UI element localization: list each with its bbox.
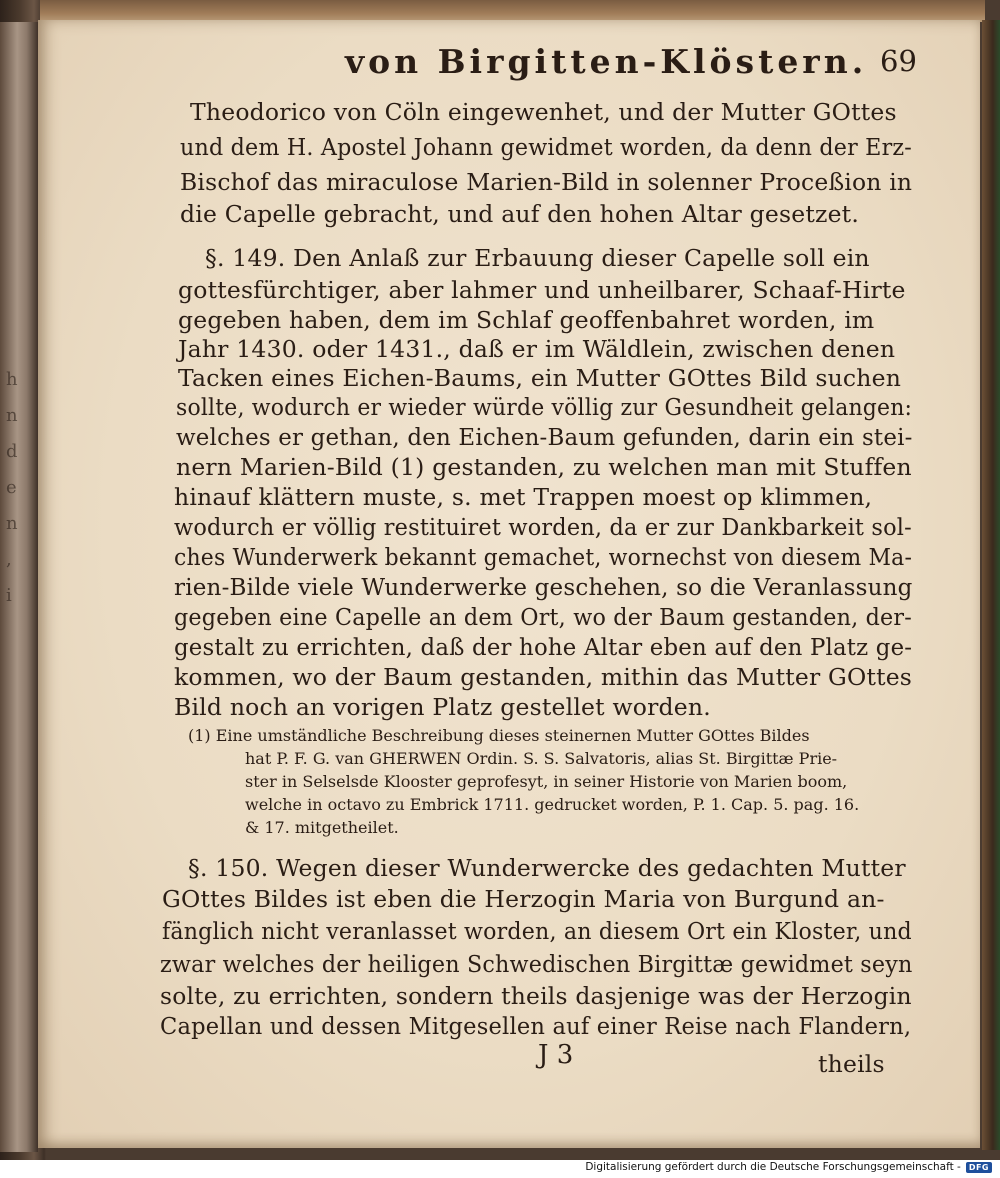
funding-text: Digitalisierung gefördert durch die Deutsche Forschungsgemeinschaft - — [585, 1161, 961, 1173]
footnote-line: & 17. mitgetheilet. — [245, 818, 399, 837]
book-right-edge — [982, 20, 1000, 1150]
running-title: von Birgitten-Klöstern. — [345, 42, 868, 81]
paragraph-149-line: Tacken eines Eichen-Baums, ein Mutter GOttes Bild suchen — [178, 364, 902, 392]
edge-letters: h n d e n , i — [6, 369, 18, 606]
paragraph-149-line: gegeben eine Capelle an dem Ort, wo der Baum gestanden, der- — [174, 603, 912, 631]
paragraph-149-line: Bild noch an vorigen Platz gestellet worden. — [174, 693, 711, 721]
paragraph-149-line: gestalt zu errichten, daß der hohe Altar eben auf den Platz ge- — [174, 633, 913, 661]
text-line: Theodorico von Cöln eingewenhet, und der Mutter GOttes — [190, 98, 897, 126]
paragraph-150-line: GOttes Bildes ist eben die Herzogin Maria von Burgund an- — [162, 885, 885, 913]
text-line: die Capelle gebracht, und auf den hohen Altar gesetzet. — [180, 200, 859, 228]
footnote-line: hat P. F. G. van GHERWEN Ordin. S. S. Salvatoris, alias St. Birgittæ Prie- — [245, 749, 838, 768]
previous-page-edge — [0, 22, 38, 1152]
paragraph-150-line: solte, zu errichten, sondern theils dasjenige was der Herzogin — [160, 982, 912, 1010]
paragraph-150-line: Capellan und dessen Mitgesellen auf einer Reise nach Flandern, — [160, 1012, 912, 1040]
page-number: 69 — [880, 44, 917, 78]
text-line: und dem H. Apostel Johann gewidmet worden, da denn der Erz- — [180, 133, 912, 161]
paragraph-150-line: fänglich nicht veranlasset worden, an diesem Ort ein Kloster, und — [162, 917, 912, 945]
text-line: Bischof das miraculose Marien-Bild in solenner Proceßion in — [180, 168, 913, 196]
paragraph-149-line: hinauf klättern muste, s. met Trappen moest op klimmen, — [174, 483, 873, 511]
paragraph-149-line: kommen, wo der Baum gestanden, mithin das Mutter GOttes — [174, 663, 913, 691]
paragraph-150-line: zwar welches der heiligen Schwedischen Birgittæ gewidmet seyn — [160, 950, 913, 978]
paragraph-149-line: §. 149. Den Anlaß zur Erbauung dieser Capelle soll ein — [205, 244, 870, 272]
footnote-line: welche in octavo zu Embrick 1711. gedrucket worden, P. 1. Cap. 5. pag. 16. — [245, 795, 860, 814]
signature-mark: J 3 — [538, 1040, 574, 1070]
footnote-line: ster in Selselsde Klooster geprofesyt, in seiner Historie von Marien boom, — [245, 772, 848, 791]
catchword: theils — [818, 1050, 885, 1078]
book-top-edge — [40, 0, 985, 22]
paragraph-149-line: Jahr 1430. oder 1431., daß er im Wäldlein, zwischen denen — [178, 335, 896, 363]
paragraph-149-line: gottesfürchtiger, aber lahmer und unheilbarer, Schaaf-Hirte — [178, 276, 906, 304]
paragraph-149-line: sollte, wodurch er wieder würde völlig zur Gesundheit gelangen: — [176, 393, 913, 421]
dfg-logo: DFG — [966, 1162, 992, 1173]
paragraph-149-line: rien-Bilde viele Wunderwerke geschehen, so die Veranlassung — [174, 573, 913, 601]
paragraph-149-line: welches er gethan, den Eichen-Baum gefunden, darin ein stei- — [176, 423, 913, 451]
paragraph-149-line: ches Wunderwerk bekannt gemachet, wornechst von diesem Ma- — [174, 543, 913, 571]
paragraph-149-line: nern Marien-Bild (1) gestanden, zu welchen man mit Stuffen — [176, 453, 912, 481]
paragraph-149-line: wodurch er völlig restituiret worden, da er zur Dankbarkeit sol- — [174, 513, 912, 541]
paragraph-149-line: gegeben haben, dem im Schlaf geoffenbahret worden, im — [178, 306, 875, 334]
footnote-line: (1) Eine umständliche Beschreibung dieses steinernen Mutter GOttes Bildes — [188, 726, 810, 745]
funding-footer — [585, 1161, 992, 1173]
running-header — [80, 36, 960, 86]
paragraph-150-line: §. 150. Wegen dieser Wunderwercke des gedachten Mutter — [188, 854, 906, 882]
